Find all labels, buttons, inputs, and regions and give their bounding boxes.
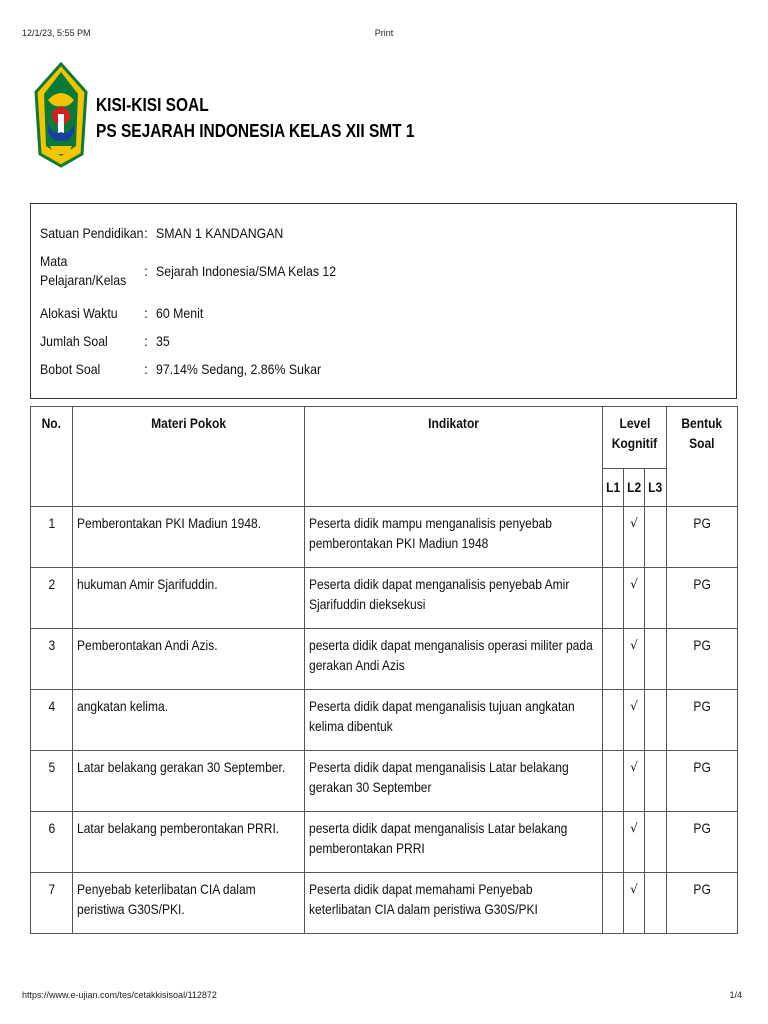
row-level-l2: √ — [624, 873, 645, 934]
row-bentuk-soal: PG — [667, 873, 738, 934]
row-level-l2: √ — [624, 690, 645, 751]
row-level-l2: √ — [624, 812, 645, 873]
header-level-line-1: Level — [619, 415, 650, 431]
bobot-label: Bobot Soal — [40, 361, 101, 377]
row-materi-pokok: Penyebab keterlibatan CIA dalam peristiwa G30S/PKI. — [73, 873, 305, 934]
header-l1: L1 — [603, 469, 624, 507]
row-indikator: Peserta didik dapat menganalisis penyebab Amir Sjarifuddin dieksekusi — [305, 568, 603, 629]
print-header — [0, 28, 768, 42]
header-bentuk-line-1: Bentuk — [681, 415, 723, 431]
header-indikator: Indikator — [305, 407, 603, 507]
colon: : — [144, 305, 148, 321]
title-line-1: KISI-KISI SOAL — [96, 95, 209, 115]
bobot-value: 97.14% Sedang, 2.86% Sukar — [156, 361, 322, 377]
colon: : — [144, 333, 148, 349]
row-number: 6 — [31, 812, 73, 873]
table-row — [31, 873, 738, 934]
jumlah-label: Jumlah Soal — [40, 333, 108, 349]
row-indikator: peserta didik dapat menganalisis Latar belakang pemberontakan PRRI — [305, 812, 603, 873]
print-footer — [0, 990, 768, 1004]
row-number: 4 — [31, 690, 73, 751]
table-body — [31, 507, 738, 934]
row-indikator: Peserta didik dapat menganalisis tujuan angkatan kelima dibentuk — [305, 690, 603, 751]
row-number: 5 — [31, 751, 73, 812]
jumlah-value: 35 — [156, 333, 170, 349]
colon: : — [144, 263, 148, 279]
print-datetime: 12/1/23, 5:55 PM — [22, 28, 91, 38]
row-bentuk-soal: PG — [667, 629, 738, 690]
row-level-l3 — [645, 812, 667, 873]
table-row — [31, 690, 738, 751]
header-materi: Materi Pokok — [73, 407, 305, 507]
info-row-alokasi — [40, 304, 210, 322]
row-number: 7 — [31, 873, 73, 934]
row-materi-pokok: Latar belakang gerakan 30 September. — [73, 751, 305, 812]
info-row-mapel — [40, 252, 361, 290]
table-row — [31, 629, 738, 690]
print-title: Print — [374, 28, 394, 38]
row-bentuk-soal: PG — [667, 812, 738, 873]
table-header-row — [31, 407, 738, 469]
table-row — [31, 568, 738, 629]
info-row-jumlah — [40, 332, 172, 350]
row-materi-pokok: angkatan kelima. — [73, 690, 305, 751]
row-materi-pokok: Pemberontakan Andi Azis. — [73, 629, 305, 690]
title-line-2: PS SEJARAH INDONESIA KELAS XII SMT 1 — [96, 121, 415, 141]
header-l2: L2 — [624, 469, 645, 507]
row-number: 1 — [31, 507, 73, 568]
mapel-label-line-1: Mata — [40, 253, 68, 269]
row-indikator: Peserta didik dapat menganalisis Latar belakang gerakan 30 September — [305, 751, 603, 812]
row-number: 2 — [31, 568, 73, 629]
row-materi-pokok: hukuman Amir Sjarifuddin. — [73, 568, 305, 629]
row-level-l3 — [645, 690, 667, 751]
row-level-l2: √ — [624, 507, 645, 568]
row-bentuk-soal: PG — [667, 568, 738, 629]
info-box — [30, 203, 737, 399]
print-url[interactable]: https://www.e-ujian.com/tes/cetakkisisoal/112872 — [22, 990, 217, 1000]
row-level-l2: √ — [624, 568, 645, 629]
row-bentuk-soal: PG — [667, 507, 738, 568]
row-level-l2: √ — [624, 629, 645, 690]
mapel-label — [40, 252, 132, 290]
header-level-kognitif — [603, 407, 667, 469]
satuan-label: Satuan Pendidikan — [40, 225, 144, 241]
kisi-kisi-table — [30, 406, 738, 934]
info-row-satuan — [40, 224, 301, 242]
row-indikator: peserta didik dapat menganalisis operasi militer pada gerakan Andi Azis — [305, 629, 603, 690]
header-level-line-2: Kognitif — [611, 435, 658, 451]
header-bentuk-soal — [667, 407, 738, 507]
colon: : — [144, 361, 148, 377]
colon: : — [144, 225, 148, 241]
alokasi-value: 60 Menit — [156, 305, 204, 321]
row-level-l3 — [645, 751, 667, 812]
row-indikator: Peserta didik dapat memahami Penyebab keterlibatan CIA dalam peristiwa G30S/PKI — [305, 873, 603, 934]
row-bentuk-soal: PG — [667, 751, 738, 812]
row-level-l2: √ — [624, 751, 645, 812]
table-row — [31, 507, 738, 568]
print-page-number: 1/4 — [729, 990, 742, 1000]
row-materi-pokok: Latar belakang pemberontakan PRRI. — [73, 812, 305, 873]
row-level-l3 — [645, 568, 667, 629]
info-row-bobot — [40, 360, 344, 378]
school-logo — [34, 62, 88, 170]
alokasi-label: Alokasi Waktu — [40, 305, 118, 321]
row-level-l3 — [645, 873, 667, 934]
row-level-l3 — [645, 629, 667, 690]
table-row — [31, 812, 738, 873]
table-row — [31, 751, 738, 812]
row-indikator: Peserta didik mampu menganalisis penyebab pemberontakan PKI Madiun 1948 — [305, 507, 603, 568]
row-materi-pokok: Pemberontakan PKI Madiun 1948. — [73, 507, 305, 568]
mapel-label-line-2: Pelajaran/Kelas — [40, 272, 127, 288]
mapel-value: Sejarah Indonesia/SMA Kelas 12 — [156, 263, 337, 279]
satuan-value: SMAN 1 KANDANGAN — [156, 225, 284, 241]
document-title — [96, 92, 415, 144]
header-no: No. — [31, 407, 73, 507]
row-number: 3 — [31, 629, 73, 690]
row-level-l3 — [645, 507, 667, 568]
header-l3: L3 — [645, 469, 667, 507]
row-bentuk-soal: PG — [667, 690, 738, 751]
header-bentuk-line-2: Soal — [689, 435, 715, 451]
